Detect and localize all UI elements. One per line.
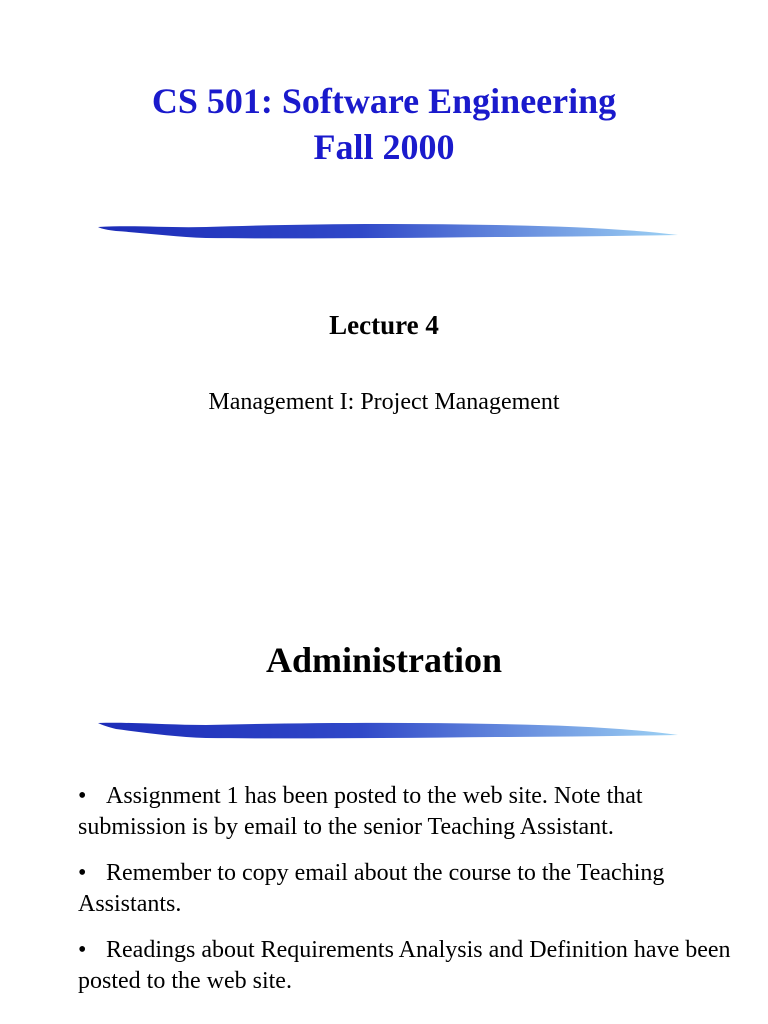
list-item-text: Readings about Requirements Analysis and Definition have been posted to the web site. [78,937,731,994]
brush-stroke-divider [96,219,680,245]
list-item [78,858,738,920]
bullet-icon: • [78,783,87,809]
administration-slide [0,600,768,1024]
course-term: Fall 2000 [313,127,455,167]
lecture-number: Lecture 4 [329,310,439,340]
lecture-subtitle: Management I: Project Management [208,389,560,415]
slide-heading: Administration [265,640,503,680]
course-title: CS 501: Software Engineering [151,81,617,121]
bullet-icon: • [78,860,87,886]
list-item [78,935,738,997]
brush-stroke-divider [96,718,680,744]
list-item-text: Assignment 1 has been posted to the web site. Note that submission is by email to the senior Teaching Assistant. [78,783,643,840]
bullet-list [78,781,738,1012]
list-item [78,781,738,843]
list-item-text: Remember to copy email about the course to the Teaching Assistants. [78,860,665,917]
bullet-icon: • [78,937,87,963]
